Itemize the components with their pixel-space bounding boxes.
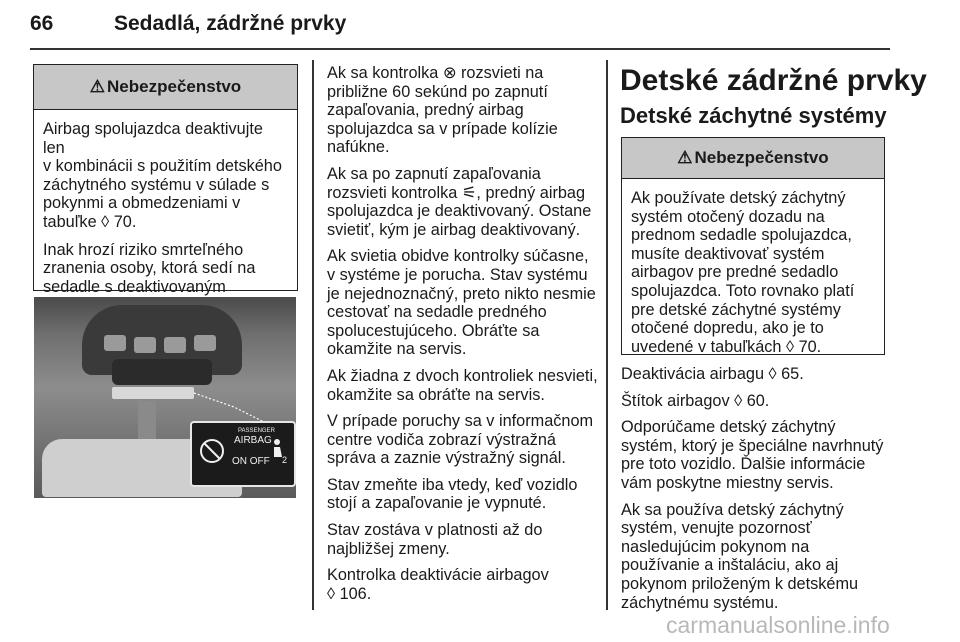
airbag-label: AIRBAG — [234, 435, 272, 446]
seat-airbag-icon — [270, 437, 290, 465]
paragraph: Stav zmeňte iba vtedy, keď vozidlo stojí a zapaľovanie je vypnuté. — [327, 475, 578, 513]
paragraph: V prípade poruchy sa v informačnom centre vodiča zobrazí výstražná správa a zaznie výstražný signál. — [327, 412, 594, 468]
paragraph: Ak sa používa detský záchytný systém, venujte pozornosť nasledujúcim pokynom na používanie a inštaláciu, ako aj pokynom priloženým k detskému záchytnému systému. — [621, 500, 859, 612]
page-header — [30, 10, 890, 50]
warning-body — [622, 179, 884, 373]
paragraph: Ak sa po zapnutí zapaľovania rozsvieti kontrolka ⚟, predný airbag spolujazdca je deaktivovaný. Ostane svietiť, kým je airbag deaktivovaný. — [327, 164, 592, 239]
paragraph: Ak svietia obidve kontrolky súčasne, v systéme je porucha. Stav systému je nejednoznačný, preto nikto nesmie cestovať na sedadle predného spolucestujúceho. Obráťte sa okamžite na servis. — [327, 247, 596, 359]
paragraph: Odporúčame detský záchytný systém, ktorý je špeciálne navrhnutý pre toto vozidlo. Ďalšie informácie vám poskytne miestny servis. — [621, 418, 884, 492]
warning-paragraph: Ak používate detský záchytný systém otočený dozadu na prednom sedadle spolujazdca, musíte deaktivovať systém airbagov pre predné sedadlo spolujazdca. Toto rovnako platí pre detské záchytné systémy otočené dopredu, ako je to uvedené v tabuľkách ◊ 70. — [631, 189, 855, 356]
warning-header — [34, 65, 297, 110]
svg-text:2: 2 — [282, 455, 288, 465]
on-off-label: ON OFF — [232, 456, 270, 467]
warning-box-left — [33, 64, 298, 296]
chapter-heading: Detské zádržné prvky — [620, 64, 927, 97]
paragraph: Ak žiadna z dvoch kontroliek nesvieti, okamžite sa obráťte na servis. — [327, 366, 598, 404]
warning-box-right — [621, 137, 885, 355]
page-number: 66 — [30, 12, 54, 35]
right-column — [621, 365, 893, 620]
warning-header — [622, 138, 884, 179]
indicator-closeup — [190, 421, 296, 487]
header-rule — [30, 48, 890, 50]
section-title: Sedadlá, zádržné prvky — [114, 12, 347, 35]
middle-column — [327, 64, 599, 611]
warning-triangle-icon: ⚠ — [677, 148, 693, 167]
paragraph: Stav zostáva v platnosti až do najbližšej zmeny. — [327, 521, 543, 558]
column-divider-1 — [312, 60, 314, 610]
section-heading: Detské záchytné systémy — [620, 103, 887, 128]
airbag-off-icon — [198, 437, 226, 465]
cross-reference: Deaktivácia airbagu ◊ 65. — [621, 365, 804, 383]
paragraph: Kontrolka deaktivácie airbagov ◊ 106. — [327, 566, 549, 603]
warning-paragraph: Airbag spolujazdca deaktivujte len v kombinácii s použitím detského záchytného systému v súlade s pokynmi a obmedzeniami v tabuľke ◊ 70. — [43, 120, 282, 231]
cross-reference: Štítok airbagov ◊ 60. — [621, 391, 770, 410]
warning-triangle-icon: ⚠ — [89, 77, 106, 96]
passenger-label: PASSENGER — [238, 428, 275, 434]
warning-title: Nebezpečenstvo — [107, 77, 242, 96]
airbag-indicator-photo — [34, 297, 296, 498]
watermark-site: carmanualsonline.info — [666, 612, 890, 638]
paragraph: Ak sa kontrolka ⊗ rozsvieti na približne 60 sekúnd po zapnutí zapaľovania, predný airbag spolujazdca sa v prípade kolízie nafúkne. — [327, 64, 558, 157]
column-divider-2 — [606, 60, 608, 610]
warning-title: Nebezpečenstvo — [694, 148, 829, 167]
warning-paragraph: Inak hrozí riziko smrteľného zranenia osoby, ktorá sedí na sedadle s deaktivovaným — [43, 240, 256, 296]
mirror-stem — [138, 401, 156, 443]
